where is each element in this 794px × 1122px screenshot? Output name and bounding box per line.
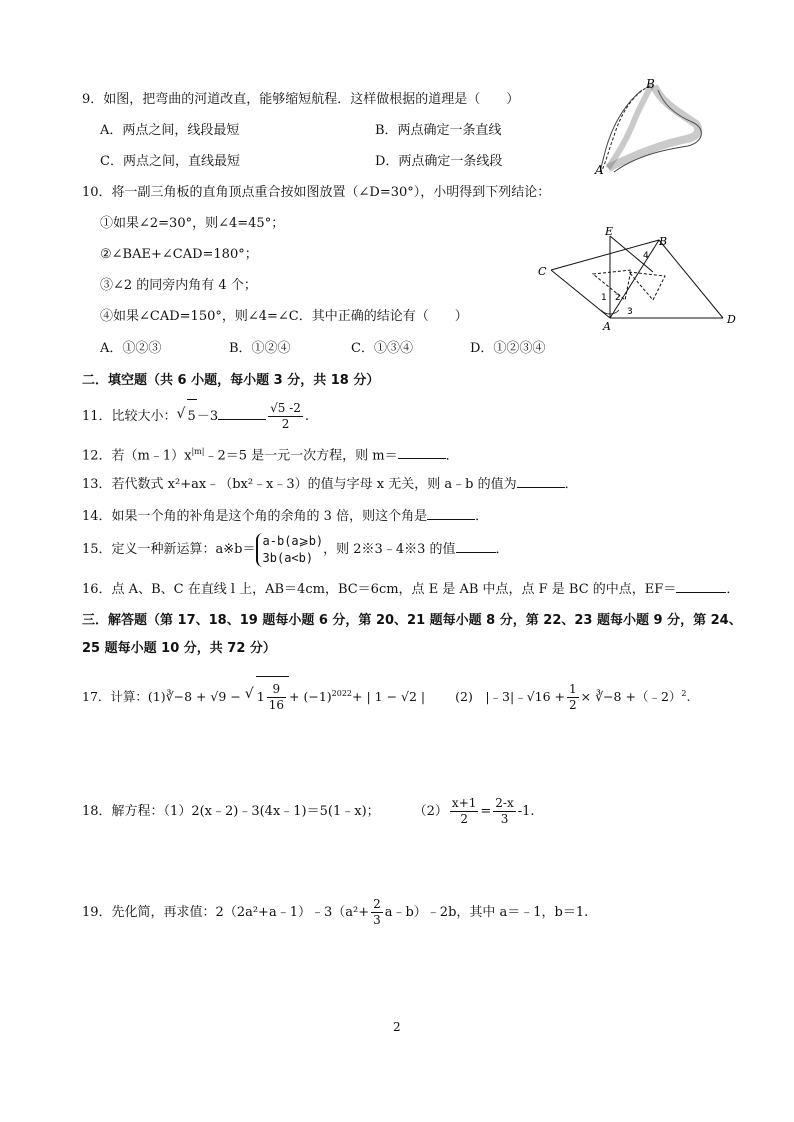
q16-blank[interactable] bbox=[676, 580, 726, 593]
q9-option-a: A．两点之间，线段最短 bbox=[100, 123, 240, 138]
q15-end: ． bbox=[495, 542, 509, 557]
q10-conclusion-1: ①如果∠2=30°，则∠4=45°； bbox=[100, 216, 285, 231]
q11-minus-three: －3 bbox=[196, 409, 219, 424]
q18-fraction-1 bbox=[450, 796, 478, 827]
q18-frac2-num: 2-x bbox=[495, 796, 514, 810]
fig10-label-e: E bbox=[605, 226, 614, 238]
q17-half-num: 1 bbox=[569, 682, 577, 697]
q14-body: 14．如果一个角的补角是这个角的余角的 3 倍，则这个角是 bbox=[82, 509, 428, 524]
q18-end: -1. bbox=[517, 804, 535, 819]
fig10-label-c: C bbox=[538, 265, 547, 278]
q11 bbox=[82, 399, 309, 434]
q10-stem: 10．将一副三角板的直角顶点重合按如图放置（∠D=30°），小明得到下列结论： bbox=[82, 185, 551, 200]
q11-frac-num: √5 -2 bbox=[270, 401, 301, 415]
q15-piecewise bbox=[256, 533, 324, 567]
q9-option-b: B．两点确定一条直线 bbox=[375, 123, 502, 138]
q9-option-d: D．两点确定一条线段 bbox=[375, 154, 503, 169]
q18-equals: = bbox=[480, 804, 492, 819]
q17-sqrt-mixed bbox=[246, 676, 289, 717]
q18-part-1: 18．解方程：（1）2(x﹣2)﹣3(4x﹣1)＝5(1﹣x)； bbox=[82, 804, 380, 819]
q11-fraction bbox=[268, 401, 303, 432]
q17-exponent: 2022 bbox=[331, 689, 353, 698]
q15-body: ，则 2※3﹣4※3 的值 bbox=[323, 542, 456, 557]
q14-blank[interactable] bbox=[427, 507, 475, 520]
q17-mixed-den: 16 bbox=[268, 698, 285, 713]
q13-blank[interactable] bbox=[517, 475, 565, 488]
q17-end: . bbox=[686, 689, 691, 705]
q12-prefix: 12．若（m﹣1）x bbox=[82, 448, 192, 464]
q17-part-3: + | 1 − √2 | bbox=[352, 689, 426, 705]
q16-body: 16．点 A、B、C 在直线 l 上，AB＝4cm，BC＝6cm，点 E 是 AB 中点，点 F 是 BC 的中点，EF＝ bbox=[82, 582, 677, 597]
q17-part-c: × ∛−8 +（﹣2） bbox=[580, 689, 682, 705]
fig10-label-a: A bbox=[603, 320, 611, 330]
q18-frac1-num: x+1 bbox=[451, 796, 477, 810]
fig9-label-b: B bbox=[646, 77, 655, 91]
fig10-angle-1: 1 bbox=[601, 293, 607, 303]
fig10-angle-2: 2 bbox=[615, 293, 621, 303]
page-number: 2 bbox=[393, 1020, 401, 1034]
q11-radicand: 5 bbox=[187, 399, 197, 434]
q12-end: ． bbox=[445, 448, 459, 464]
q10-conclusion-2: ②∠BAE+∠CAD=180°； bbox=[100, 247, 258, 262]
q14 bbox=[82, 507, 488, 526]
fig10-angle-3: 3 bbox=[627, 307, 633, 317]
river-figure bbox=[592, 76, 712, 178]
q17 bbox=[82, 674, 691, 717]
fig9-label-a: A bbox=[595, 163, 604, 177]
q10-conclusion-4: ④如果∠CAD=150°，则∠4=∠C．其中正确的结论有（ ） bbox=[100, 309, 468, 324]
q10-option-a: A．①②③ bbox=[100, 341, 162, 356]
q14-end: ． bbox=[475, 509, 489, 524]
q17-part-2: + (−1) bbox=[289, 689, 332, 705]
q15 bbox=[82, 530, 509, 570]
q11-prefix: 11．比较大小： bbox=[82, 409, 177, 424]
q10-option-c: C．①③④ bbox=[351, 341, 413, 356]
q19-frac-num: 2 bbox=[373, 897, 381, 911]
fig10-angle-4: 4 bbox=[643, 251, 649, 261]
q11-blank[interactable] bbox=[218, 407, 266, 420]
q16-end: ． bbox=[726, 582, 740, 597]
q15-case-2: 3b(a<b) bbox=[262, 550, 314, 565]
q18 bbox=[82, 792, 535, 832]
q17-mixed-num: 9 bbox=[272, 682, 281, 697]
q11-sqrt bbox=[178, 399, 197, 434]
q17-sqrt-radicand bbox=[256, 676, 289, 717]
q18-part-2-label: （2） bbox=[413, 804, 448, 819]
q9-option-c: C．两点之间，直线最短 bbox=[100, 154, 240, 169]
section-2-heading: 二．填空题（共 6 小题，每小题 3 分，共 18 分） bbox=[82, 373, 380, 388]
q11-end: . bbox=[304, 409, 310, 424]
q9-stem: 9．如图，把弯曲的河道改直，能够缩短航程．这样做根据的道理是（ ） bbox=[82, 92, 520, 107]
fig10-label-b: B bbox=[659, 235, 668, 248]
q11-frac-den: 2 bbox=[268, 416, 303, 432]
q17-mixed-whole: 1 bbox=[256, 689, 265, 705]
q19 bbox=[82, 893, 588, 933]
q15-blank[interactable] bbox=[456, 540, 496, 553]
section-3-heading-line-2: 25 题每小题 10 分，共 72 分） bbox=[82, 641, 276, 656]
q10-option-b: B．①②④ bbox=[229, 341, 291, 356]
q12 bbox=[82, 443, 459, 465]
fig10-label-d: D bbox=[727, 313, 736, 326]
q17-prefix: 17．计算：(1) bbox=[82, 689, 166, 705]
q17-mixed-frac bbox=[267, 682, 286, 713]
q12-body: ﹣2＝5 是一元一次方程，则 m＝ bbox=[204, 448, 398, 464]
section-3-heading-line-1: 三．解答题（第 17、18、19 题每小题 6 分，第 20、21 题每小题 8 分，第 22、23 题每小题 9 分，第 24、 bbox=[82, 613, 742, 628]
q18-fraction-2 bbox=[493, 796, 515, 827]
q19-fraction bbox=[371, 897, 383, 928]
q16 bbox=[82, 580, 739, 599]
q12-blank[interactable] bbox=[398, 446, 446, 459]
q19-part-1: 19．先化简，再求值：2（2a²+a﹣1）﹣3（a²+ bbox=[82, 905, 370, 920]
triangle-figure bbox=[535, 226, 745, 330]
q19-part-2: a﹣b）﹣2b，其中 a＝﹣1，b＝1. bbox=[384, 905, 589, 920]
q10-option-d: D．①②③④ bbox=[470, 341, 546, 356]
q18-frac2-den: 3 bbox=[493, 811, 515, 827]
q15-prefix: 15．定义一种新运算：a※b＝ bbox=[82, 542, 256, 557]
q13 bbox=[82, 475, 578, 494]
q19-frac-den: 3 bbox=[373, 913, 381, 927]
q17-part-1: ∛−8 + √9 − bbox=[165, 689, 245, 705]
q17-part-b: (2) |﹣3|﹣√16 + bbox=[455, 689, 566, 705]
q17-half bbox=[567, 682, 579, 713]
q13-body: 13．若代数式 x²+ax﹣（bx²﹣x﹣3）的值与字母 x 无关，则 a﹣b 的值为 bbox=[82, 477, 517, 492]
q13-end: ． bbox=[564, 477, 578, 492]
q15-case-1: a-b(a⩾b) bbox=[262, 533, 324, 548]
q17-half-den: 2 bbox=[569, 698, 577, 713]
q17-exponent-2: 2 bbox=[681, 689, 687, 698]
q10-conclusion-3: ③∠2 的同旁内角有 4 个； bbox=[100, 278, 257, 293]
q12-exponent: |m| bbox=[191, 447, 205, 456]
q18-frac1-den: 2 bbox=[450, 811, 478, 827]
